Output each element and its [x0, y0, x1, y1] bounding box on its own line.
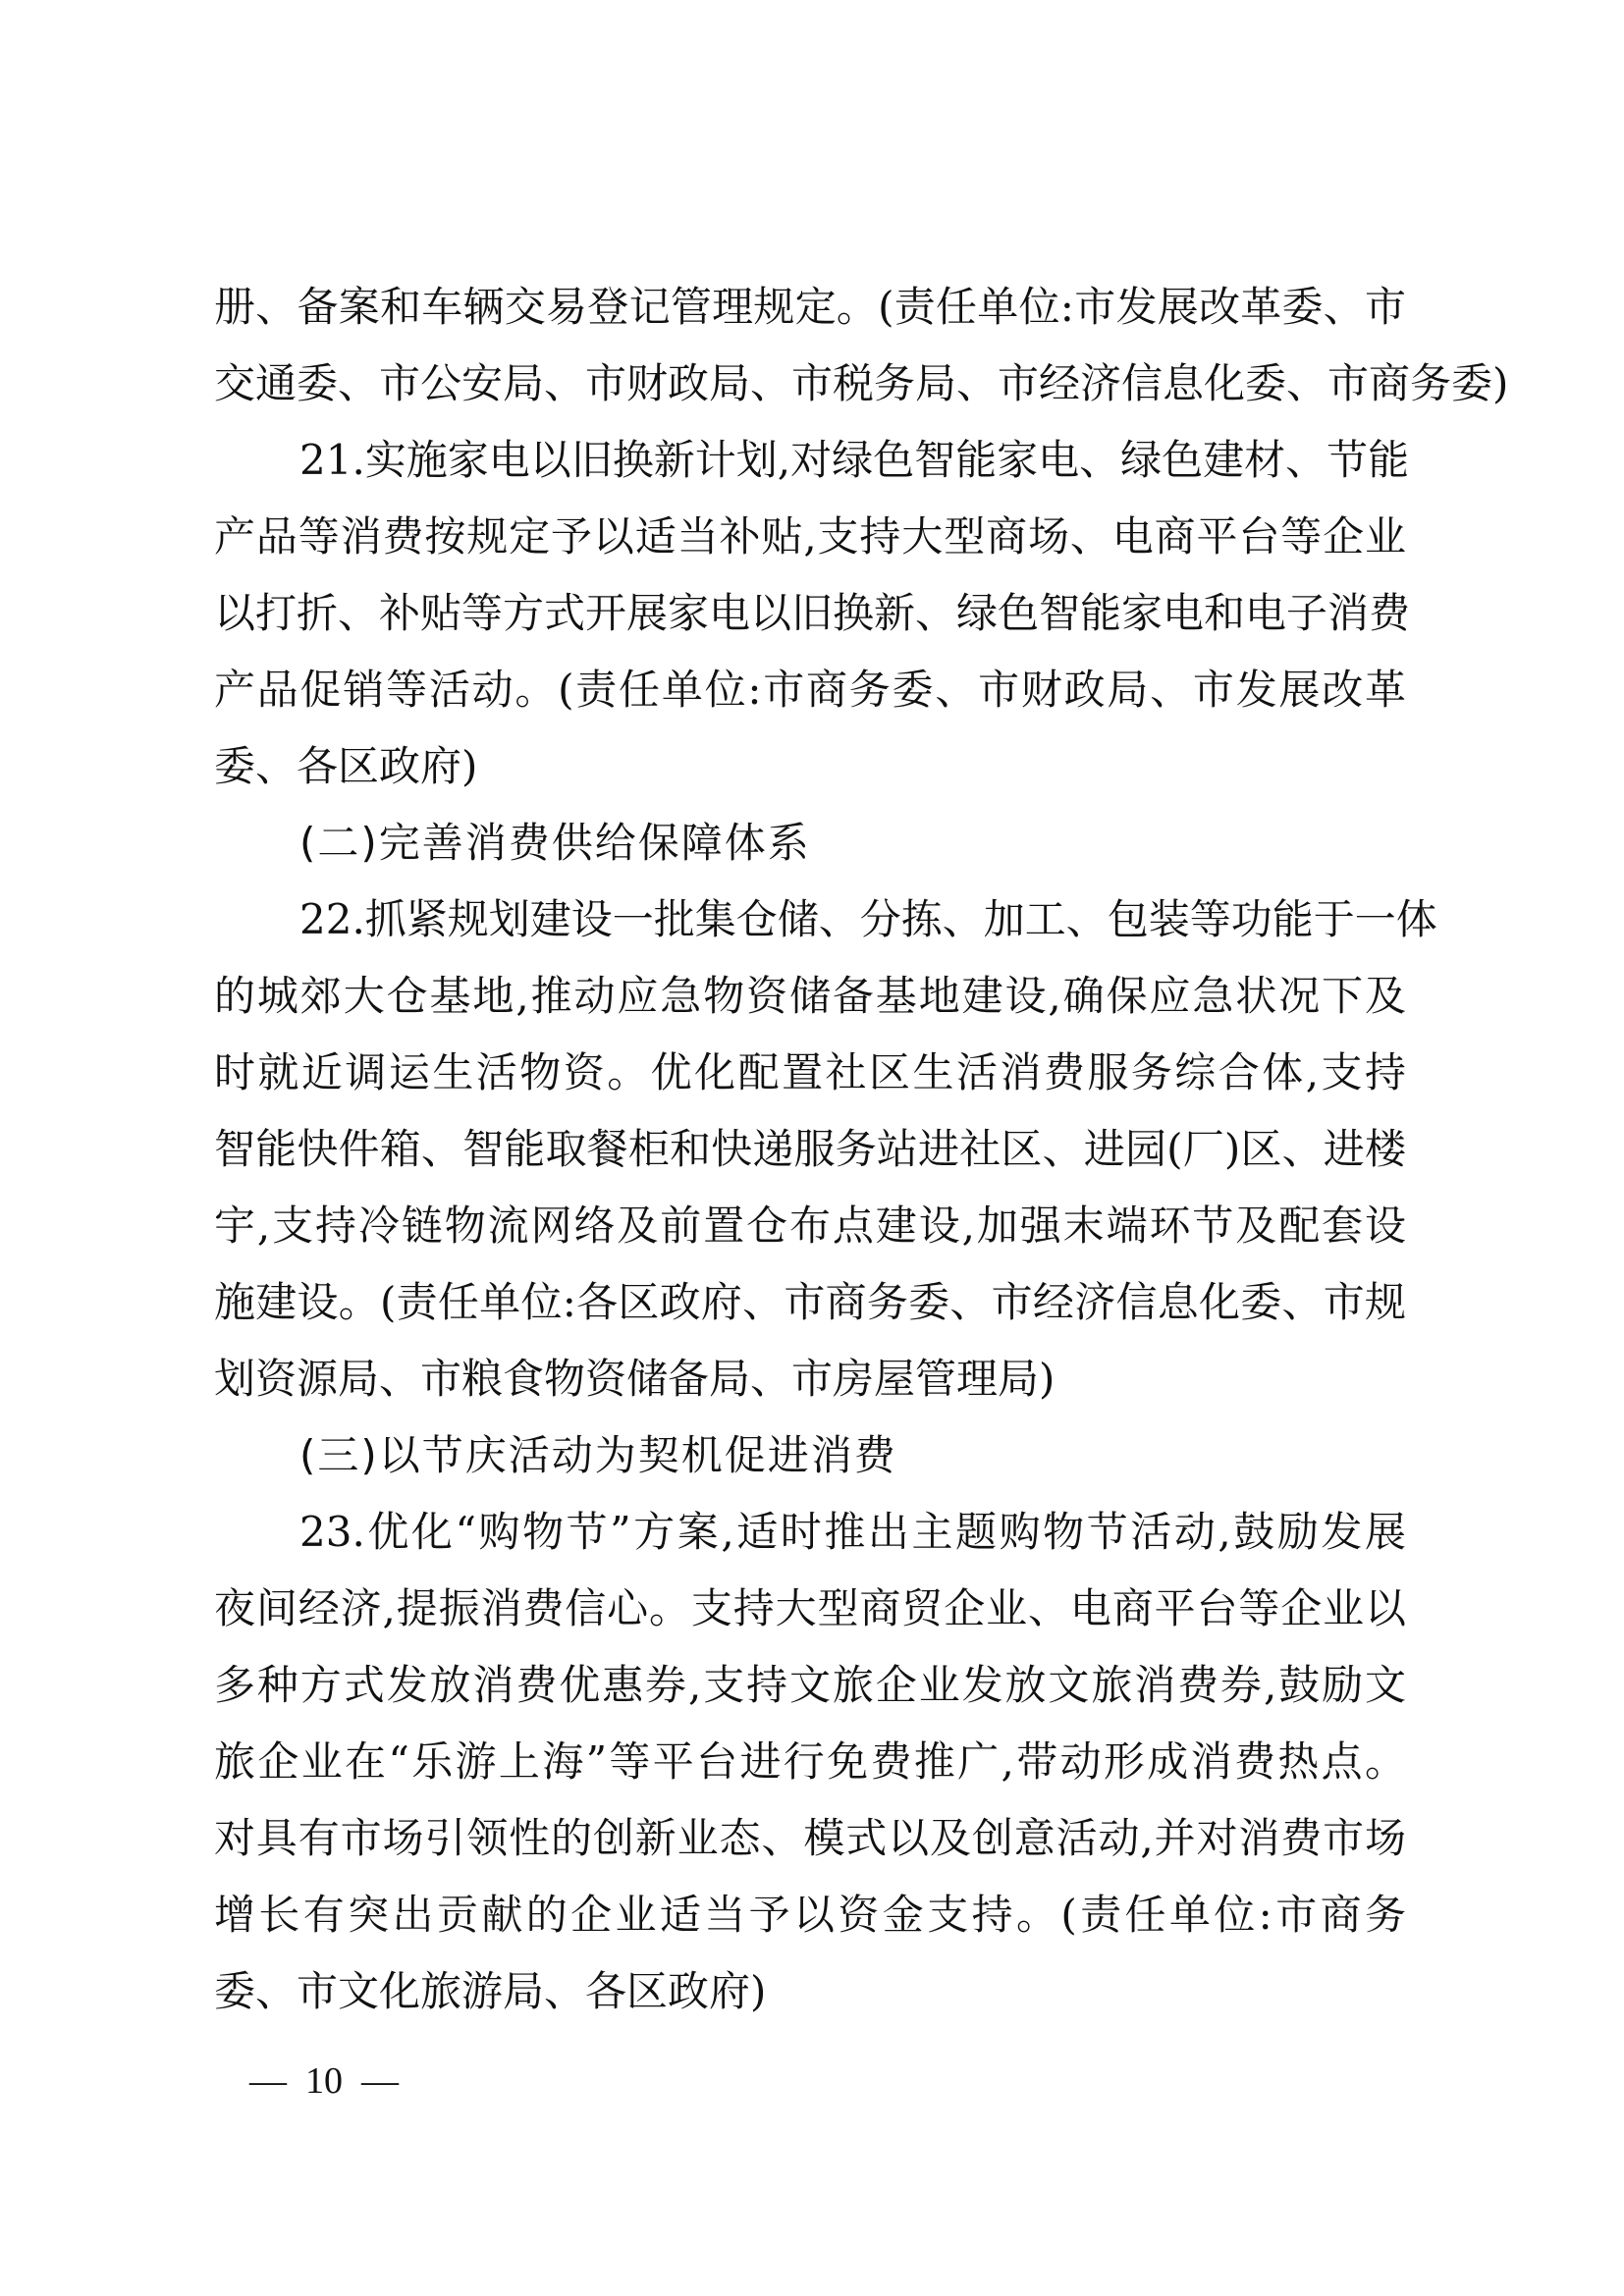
body-line: 旅企业在“乐游上海”等平台进行免费推广,带动形成消费热点。: [214, 1737, 1406, 1786]
section-heading-3: (三)以节庆活动为契机促进消费: [299, 1431, 897, 1479]
body-line: 委、各区政府): [214, 742, 478, 790]
body-line: 委、市文化旅游局、各区政府): [214, 1967, 767, 2015]
body-line: 册、备案和车辆交易登记管理规定。(责任单位:市发展改革委、市: [214, 283, 1406, 331]
body-line: 智能快件箱、智能取餐柜和快递服务站进社区、进园(厂)区、进楼: [214, 1125, 1406, 1173]
item-22-first-line: 22.抓紧规划建设一批集仓储、分拣、加工、包装等功能于一体: [299, 895, 1437, 943]
section-heading-2: (二)完善消费供给保障体系: [299, 819, 811, 867]
body-line: 多种方式发放消费优惠券,支持文旅企业发放文旅消费券,鼓励文: [214, 1661, 1406, 1709]
item-21-first-line: 21.实施家电以旧换新计划,对绿色智能家电、绿色建材、节能: [299, 436, 1410, 484]
body-line: 划资源局、市粮食物资储备局、市房屋管理局): [214, 1355, 1056, 1403]
body-line: 增长有突出贡献的企业适当予以资金支持。(责任单位:市商务: [214, 1891, 1406, 1939]
body-line: 施建设。(责任单位:各区政府、市商务委、市经济信息化委、市规: [214, 1278, 1406, 1326]
body-line: 产品等消费按规定予以适当补贴,支持大型商场、电商平台等企业: [214, 512, 1406, 561]
body-line: 的城郊大仓基地,推动应急物资储备基地建设,确保应急状况下及: [214, 972, 1406, 1020]
page-number: — 10 —: [249, 2060, 399, 2102]
body-line: 以打折、补贴等方式开展家电以旧换新、绿色智能家电和电子消费: [214, 589, 1411, 637]
body-line: 时就近调运生活物资。优化配置社区生活消费服务综合体,支持: [214, 1048, 1406, 1096]
body-line: 产品促销等活动。(责任单位:市商务委、市财政局、市发展改革: [214, 666, 1406, 714]
body-line: 宇,支持冷链物流网络及前置仓布点建设,加强末端环节及配套设: [214, 1201, 1406, 1250]
body-line: 夜间经济,提振消费信心。支持大型商贸企业、电商平台等企业以: [214, 1584, 1406, 1632]
body-line: 对具有市场引领性的创新业态、模式以及创意活动,并对消费市场: [214, 1814, 1406, 1862]
body-line: 交通委、市公安局、市财政局、市税务局、市经济信息化委、市商务委): [214, 359, 1509, 407]
item-23-first-line: 23.优化“购物节”方案,适时推出主题购物节活动,鼓励发展: [299, 1508, 1406, 1556]
